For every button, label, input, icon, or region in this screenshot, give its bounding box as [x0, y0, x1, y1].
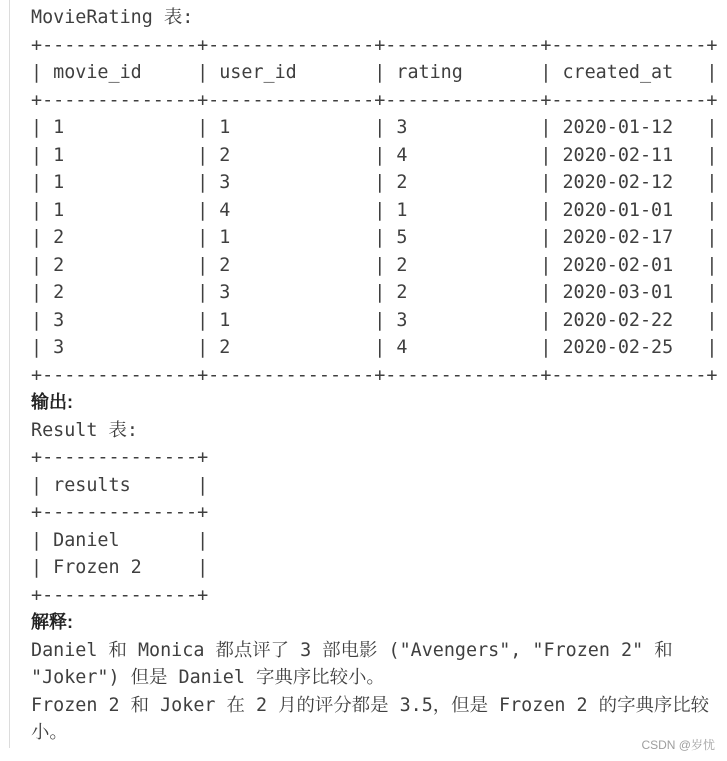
- table-row: | 3 | 1 | 3 | 2020-02-22 |: [31, 309, 718, 331]
- output-label: 输出:: [31, 392, 73, 412]
- table1-border-bottom: +--------------+---------------+--------------+--------------+: [31, 364, 718, 386]
- table1-caption: MovieRating 表:: [31, 7, 194, 28]
- table-row: | 1 | 2 | 4 | 2020-02-11 |: [31, 144, 718, 166]
- table2-border-top: +--------------+: [31, 447, 209, 468]
- table-row: | 2 | 2 | 2 | 2020-02-01 |: [31, 254, 718, 276]
- table1-header: | movie_id | user_id | rating | created_at |: [31, 62, 718, 83]
- content: [31, 4, 721, 747]
- explanation-line-1: Daniel 和 Monica 都点评了 3 部电影 ("Avengers", "Frozen 2" 和 "Joker") 但是 Daniel 字典序比较小。: [31, 639, 673, 688]
- result-table: [31, 444, 721, 609]
- csdn-watermark: CSDN @岁忧: [641, 738, 715, 752]
- table-row: | Frozen 2 |: [31, 557, 209, 578]
- table-row: | Daniel |: [31, 529, 209, 551]
- movie-rating-table: [31, 32, 721, 390]
- table2-border-mid: +--------------+: [31, 502, 209, 523]
- table-row: | 1 | 1 | 3 | 2020-01-12 |: [31, 117, 718, 138]
- table2-caption: Result 表:: [31, 419, 138, 441]
- table-row: | 1 | 4 | 1 | 2020-01-01 |: [31, 199, 718, 221]
- table-row: | 3 | 2 | 4 | 2020-02-25 |: [31, 337, 718, 358]
- table-row: | 2 | 3 | 2 | 2020-03-01 |: [31, 282, 718, 303]
- explanation-line-2: Frozen 2 和 Joker 在 2 月的评分都是 3.5，但是 Frozen 2 的字典序比较小。: [31, 694, 710, 743]
- table2-header: | results |: [31, 474, 209, 496]
- table2-border-bottom: +--------------+: [31, 584, 209, 606]
- table-row: | 2 | 1 | 5 | 2020-02-17 |: [31, 227, 718, 248]
- table-row: | 1 | 3 | 2 | 2020-02-12 |: [31, 172, 718, 193]
- table1-border-top: +--------------+---------------+--------------+--------------+: [31, 34, 718, 56]
- table1-border-mid: +--------------+---------------+--------------+--------------+: [31, 89, 718, 111]
- quote-left-border: [9, 0, 10, 748]
- explain-label: 解释:: [31, 612, 73, 632]
